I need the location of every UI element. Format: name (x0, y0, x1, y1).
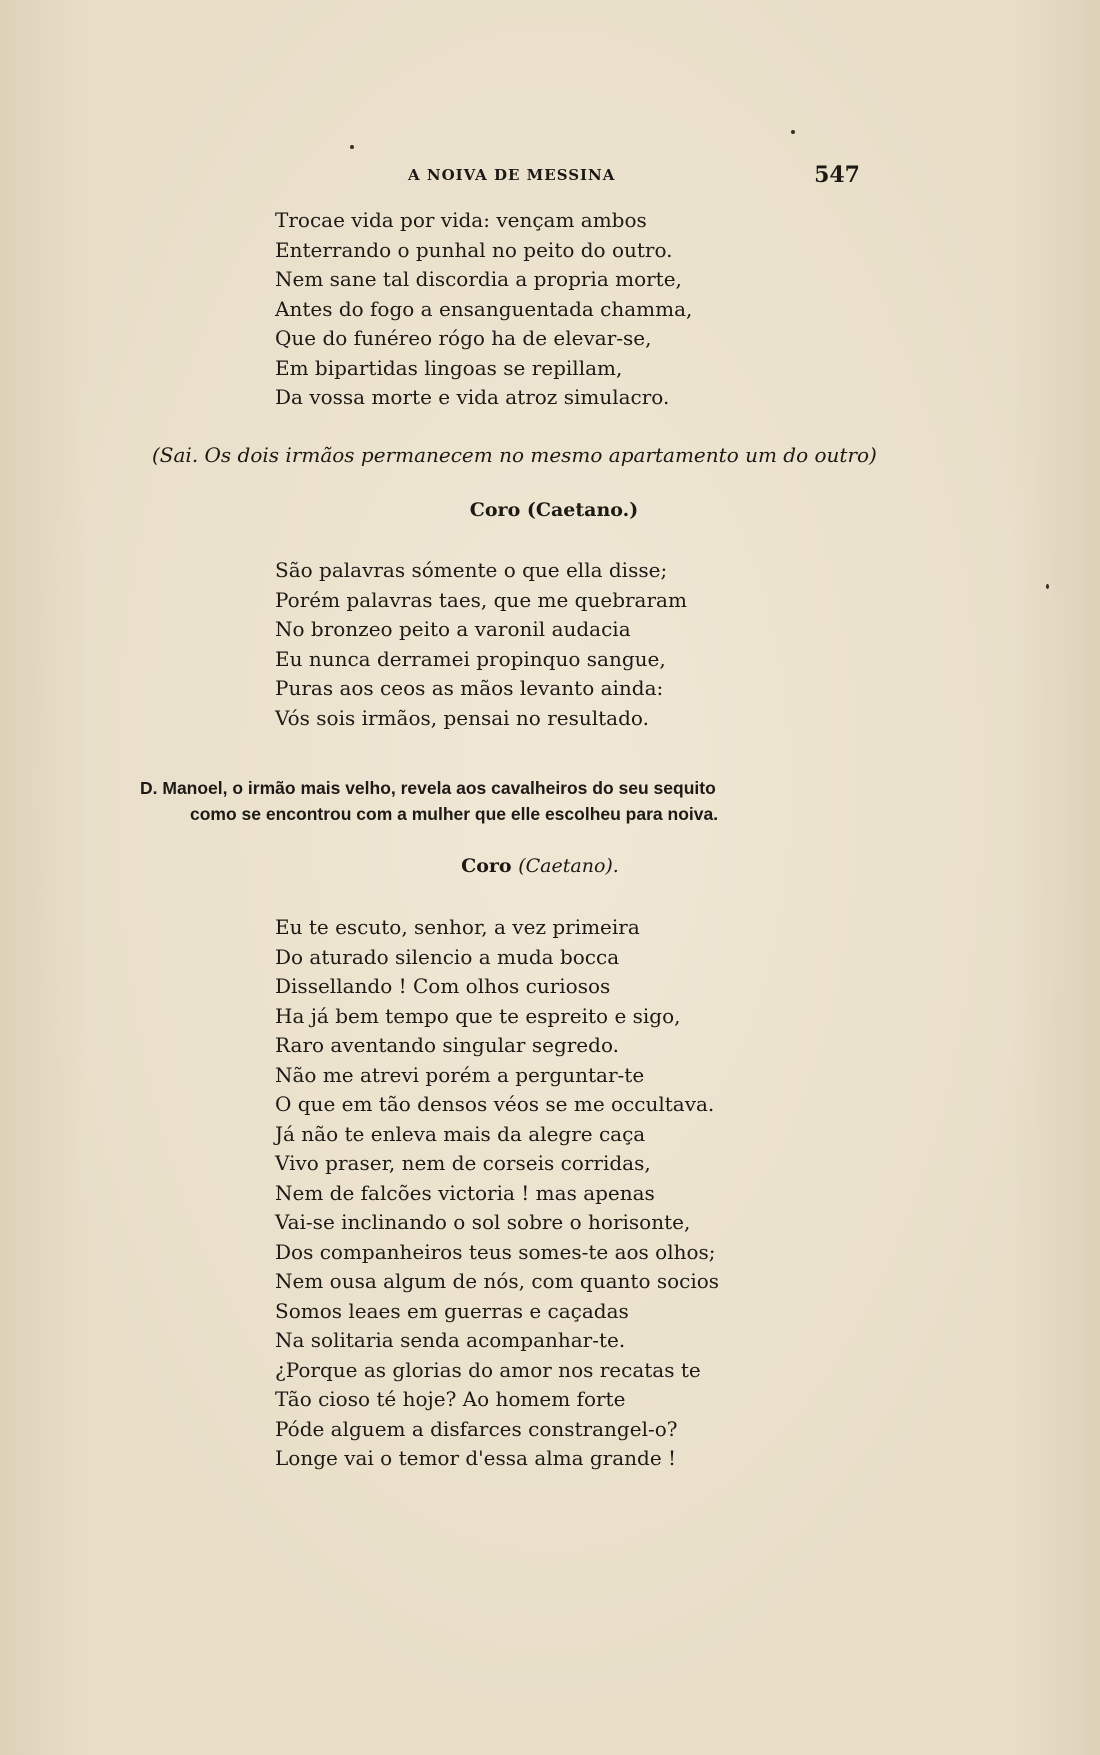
scene-synopsis (140, 775, 880, 827)
verse-stanza-2 (275, 556, 687, 733)
verse-line: Não me atrevi porém a perguntar-te (275, 1062, 645, 1087)
running-title: A NOIVA DE MESSINA (408, 166, 616, 184)
verse-line: Vai-se inclinando o sol sobre o horisonte, (275, 1210, 691, 1234)
verse-line: Dos companheiros teus somes-te aos olhos; (275, 1239, 716, 1264)
verse-line: Porém palavras taes, que me quebraram (275, 587, 687, 612)
verse-line: Do aturado silencio a muda bocca (275, 944, 620, 969)
speaker-heading-1: Coro (Caetano.) (469, 499, 639, 521)
verse-line: Eu nunca derramei propinquo sangue, (275, 646, 666, 671)
verse-line: Póde alguem a disfarces constrangel-o? (275, 1416, 678, 1441)
verse-line: Tão cioso té hoje? Ao homem forte (275, 1387, 626, 1411)
verse-line: Vós sois irmãos, pensai no resultado. (275, 705, 649, 730)
verse-line: Ha já bem tempo que te espreito e sigo, (275, 1003, 681, 1028)
synopsis-line: D. Manoel, o irmão mais velho, revela aos cavalheiros do seu sequito (140, 778, 716, 798)
ink-speck (350, 145, 354, 149)
verse-line: Somos leaes em guerras e caçadas (275, 1298, 629, 1323)
verse-line: O que em tão densos véos se me occultava. (275, 1092, 715, 1116)
verse-line: Que do funéreo rógo ha de elevar-se, (275, 326, 652, 350)
speaker-heading-2 (0, 855, 1090, 877)
synopsis-line: como se encontrou com a mulher que elle escolheu para noiva. (190, 804, 719, 824)
speaker-name: Coro (461, 855, 512, 877)
verse-line: Na solitaria senda acompanhar-te. (275, 1328, 626, 1352)
verse-line: No bronzeo peito a varonil audacia (275, 617, 631, 641)
speaker-role: (Caetano). (518, 855, 619, 877)
verse-line: Nem ousa algum de nós, com quanto socios (275, 1269, 720, 1293)
ink-speck (1046, 584, 1049, 589)
page-number: 547 (814, 162, 860, 188)
verse-line: Nem sane tal discordia a propria morte, (275, 267, 682, 291)
stage-direction: (Sai. Os dois irmãos permanecem no mesmo apartamento um do outro) (152, 443, 877, 467)
verse-line: Puras aos ceos as mãos levanto ainda: (275, 676, 664, 700)
verse-line: Trocae vida por vida: vençam ambos (275, 208, 647, 232)
verse-stanza-1 (275, 206, 692, 413)
verse-line: São palavras sómente o que ella disse; (275, 558, 668, 582)
verse-line: ¿Porque as glorias do amor nos recatas te (275, 1357, 701, 1382)
ink-speck (791, 130, 795, 134)
verse-line: Antes do fogo a ensanguentada chamma, (275, 296, 693, 321)
verse-stanza-3 (275, 913, 719, 1474)
verse-line: Longe vai o temor d'essa alma grande ! (275, 1446, 677, 1470)
verse-line: Vivo praser, nem de corseis corridas, (275, 1151, 651, 1175)
verse-line: Da vossa morte e vida atroz simulacro. (275, 385, 670, 409)
verse-line: Eu te escuto, senhor, a vez primeira (275, 915, 640, 939)
verse-line: Raro aventando singular segredo. (275, 1033, 619, 1057)
verse-line: Em bipartidas lingoas se repillam, (275, 355, 623, 380)
verse-line: Já não te enleva mais da alegre caça (275, 1121, 646, 1146)
running-head (150, 164, 860, 190)
verse-line: Nem de falcões victoria ! mas apenas (275, 1180, 655, 1205)
verse-line: Enterrando o punhal no peito do outro. (275, 237, 673, 262)
verse-line: Dissellando ! Com olhos curiosos (275, 974, 611, 998)
